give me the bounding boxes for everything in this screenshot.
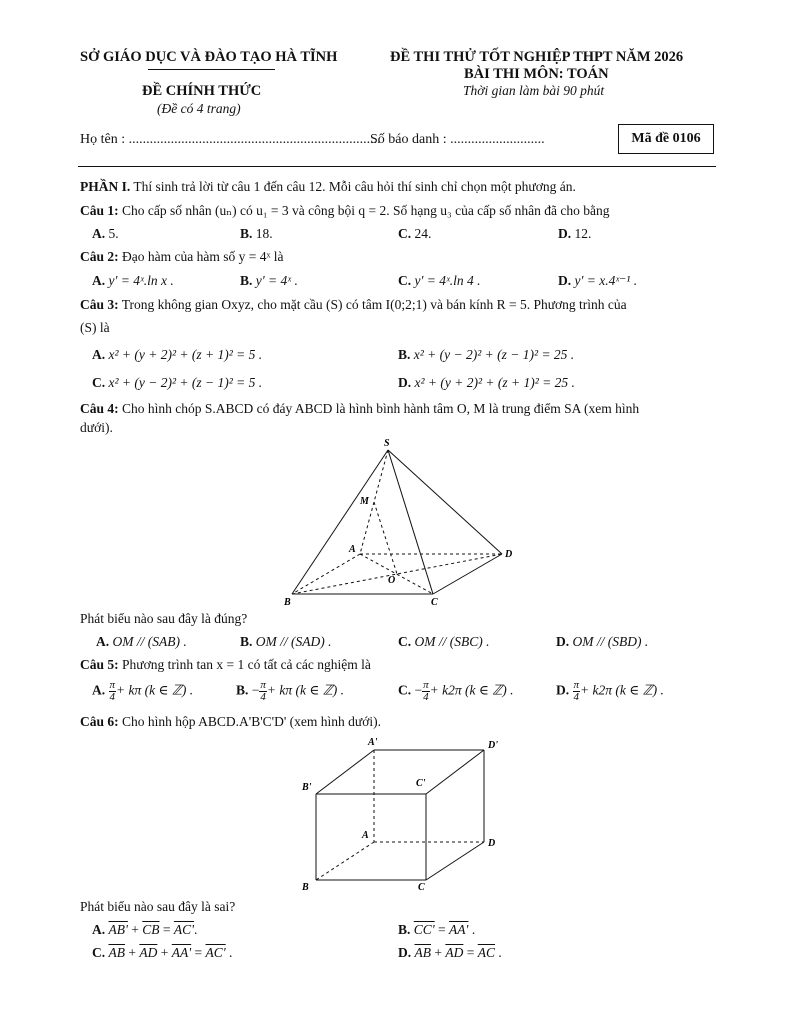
question-label: Câu 3: <box>80 297 119 312</box>
option-letter: B. <box>240 273 253 288</box>
option-text: + k2π (k ∈ ℤ) . <box>580 682 664 698</box>
edge-cd <box>433 554 502 594</box>
option-letter: D. <box>398 945 412 960</box>
edge-ab <box>316 842 374 880</box>
label-c1: C' <box>416 778 426 789</box>
q6-option-a[interactable]: A. $AB' + \overline{CB} = AC'$. <box>92 922 198 937</box>
official-label: ĐỀ CHÍNH THỨC <box>142 83 262 99</box>
q4-option-c[interactable] <box>398 634 490 650</box>
q1-option-d[interactable] <box>558 226 591 242</box>
exam-code-box <box>618 124 714 154</box>
option-text: + k2π (k ∈ ℤ) . <box>429 682 514 698</box>
exam-code: Mã đề 0106 <box>631 131 701 146</box>
option-letter: C. <box>398 273 412 288</box>
question-5 <box>80 657 371 673</box>
fraction-pi-over-4: $\frac{\pi}{4}$ <box>573 679 580 703</box>
fraction-pi-over-4: $\frac{\pi}{4}$ <box>109 679 116 703</box>
label-a: A <box>362 830 369 841</box>
option-letter: C. <box>398 226 412 241</box>
option-letter: D. <box>558 273 572 288</box>
question-label: Câu 4: <box>80 401 119 416</box>
option-letter: A. <box>92 682 106 698</box>
option-letter: A. <box>92 922 106 937</box>
q5-option-a[interactable] <box>92 680 193 703</box>
option-text: y' = 4ˣ.ln x . <box>108 273 174 288</box>
question-label: Câu 5: <box>80 657 119 672</box>
question-3-cont: (S) là <box>80 320 110 335</box>
q4-option-b[interactable] <box>240 634 332 650</box>
name-field: Họ tên : ........................................................................ <box>80 132 381 147</box>
option-text: OM // (SAD) . <box>255 634 332 649</box>
pyramid-figure <box>280 436 520 608</box>
parallelepiped-figure <box>296 734 506 894</box>
option-text: 24. <box>414 226 432 241</box>
question-text: Phương trình tan x = 1 có tất cả các nghiệm là <box>122 657 371 672</box>
option-text: x² + (y − 2)² + (z − 1)² = 25 . <box>413 347 575 362</box>
option-text: x² + (y + 2)² + (z + 1)² = 25 . <box>414 375 575 390</box>
candidate-number-field: Số báo danh : ........................... <box>370 132 545 147</box>
fraction-pi-over-4: $\frac{\pi}{4}$ <box>423 679 429 703</box>
option-sign: − <box>414 682 423 698</box>
page-count: (Đề có 4 trang) <box>157 101 241 116</box>
edge-sd <box>388 450 502 554</box>
question-6-ask: Phát biểu nào sau đây là sai? <box>80 899 236 914</box>
q3-option-d[interactable] <box>398 375 575 391</box>
option-letter: C. <box>398 682 412 698</box>
edge-ab <box>292 554 360 594</box>
vector: AC' <box>173 922 195 937</box>
q2-option-c[interactable] <box>398 273 481 289</box>
option-text: y' = x.4ˣ⁻¹ . <box>574 273 638 288</box>
q6-option-d[interactable]: D. $\overline{AB} + \overline{AD} = \overline{AC}$ . <box>398 945 502 960</box>
question-text: Cho hình hộp ABCD.A'B'C'D' (xem hình dưới). <box>122 714 381 729</box>
q6-option-b[interactable]: B. CC' = AA' . <box>398 922 476 937</box>
q4-option-d[interactable] <box>556 634 648 650</box>
option-letter: A. <box>92 226 106 241</box>
time-limit: Thời gian làm bài 90 phút <box>463 83 605 98</box>
option-letter: D. <box>558 226 572 241</box>
label-b: B <box>284 597 291 608</box>
question-text: Cho hình chóp S.ABCD có đáy ABCD là hình bình hành tâm O, M là trung điểm SA (xem hình <box>122 401 640 416</box>
edge-sc <box>388 450 433 594</box>
option-text: OM // (SBD) . <box>572 634 649 649</box>
edge-b1a1 <box>316 750 374 794</box>
fraction-pi-over-4: $\frac{\pi}{4}$ <box>260 679 266 703</box>
question-label: Câu 1: <box>80 203 119 218</box>
question-1 <box>80 203 610 219</box>
label-d: D <box>505 549 513 560</box>
q5-option-c[interactable] <box>398 680 514 703</box>
label-m: M <box>360 496 369 507</box>
label-d1: D' <box>488 740 498 751</box>
option-letter: B. <box>240 226 253 241</box>
q2-option-a[interactable] <box>92 273 174 289</box>
option-text: OM // (SBC) . <box>414 634 490 649</box>
option-text: 18. <box>255 226 273 241</box>
underline-divider <box>148 69 275 70</box>
part1-description: Thí sinh trả lời từ câu 1 đến câu 12. Mỗi câu hỏi thí sinh chỉ chọn một phương án. <box>130 179 576 194</box>
label-b1: B' <box>302 782 312 793</box>
option-text: x² + (y − 2)² + (z − 1)² = 5 . <box>108 375 263 390</box>
option-letter: B. <box>236 682 249 698</box>
option-letter: D. <box>556 634 570 649</box>
option-sign: − <box>251 682 260 698</box>
question-6 <box>80 714 381 730</box>
label-c: C <box>418 882 425 893</box>
edge-c1d1 <box>426 750 484 794</box>
edge-cd <box>426 842 484 880</box>
vector: AA' <box>449 922 469 937</box>
option-letter: C. <box>92 375 106 390</box>
question-text: Trong không gian Oxyz, cho mặt cầu (S) có tâm I(0;2;1) và bán kính R = 5. Phương trình của <box>121 297 627 312</box>
q1-option-c[interactable] <box>398 226 431 242</box>
q5-option-b[interactable] <box>236 680 344 703</box>
question-text: Đạo hàm của hàm số y = 4ˣ là <box>122 249 284 264</box>
option-letter: D. <box>398 375 412 390</box>
label-o: O <box>388 575 396 586</box>
vector: AC' <box>205 945 226 960</box>
part1-heading <box>80 179 576 195</box>
option-letter: C. <box>398 634 412 649</box>
vector: $\overline{AB}$ <box>414 945 431 960</box>
option-text: 12. <box>574 226 592 241</box>
q2-option-d[interactable] <box>558 273 637 289</box>
edge-sb <box>292 450 388 594</box>
vector: CC' <box>413 922 435 937</box>
q3-option-b[interactable] <box>398 347 574 363</box>
option-letter: A. <box>92 347 106 362</box>
option-text: y' = 4ˣ . <box>255 273 298 288</box>
option-text: OM // (SAB) . <box>112 634 187 649</box>
q6-option-c[interactable]: C. $\overline{AB} + \overline{AD} + AA' = AC'$ . <box>92 945 233 960</box>
label-c: C <box>431 597 438 608</box>
q2-option-b[interactable] <box>240 273 298 289</box>
vector: $\overline{AB}$ <box>108 945 125 960</box>
department-name: SỞ GIÁO DỤC VÀ ĐÀO TẠO HÀ TĨNH <box>80 49 338 65</box>
vector: $\overline{CB}$ <box>142 922 160 937</box>
vector: AA' <box>171 945 192 960</box>
vector: $\overline{AD}$ <box>139 945 158 960</box>
option-letter: A. <box>96 634 110 649</box>
part1-title: PHẦN I. <box>80 179 131 194</box>
question-3 <box>80 297 627 313</box>
option-text: 5. <box>108 226 119 241</box>
option-text: y' = 4ˣ.ln 4 . <box>414 273 481 288</box>
option-letter: B. <box>240 634 253 649</box>
question-label: Câu 2: <box>80 249 119 264</box>
label-s: S <box>384 438 390 449</box>
option-letter: D. <box>556 682 570 698</box>
question-4-cont: dưới). <box>80 420 113 435</box>
option-letter: B. <box>398 347 411 362</box>
q3-option-c[interactable] <box>92 375 262 391</box>
option-letter: C. <box>92 945 106 960</box>
q1-option-b[interactable] <box>240 226 273 242</box>
option-text: + kπ (k ∈ ℤ) . <box>266 682 345 698</box>
question-2 <box>80 249 284 265</box>
label-d: D <box>488 838 496 849</box>
option-text: x² + (y + 2)² + (z + 1)² = 5 . <box>108 347 263 362</box>
label-b: B <box>302 882 309 893</box>
question-4 <box>80 401 639 417</box>
subject-title: BÀI THI MÔN: TOÁN <box>464 66 609 82</box>
vector: $\overline{AD}$ <box>445 945 464 960</box>
label-a: A <box>349 544 356 555</box>
q1-option-a[interactable] <box>92 226 119 242</box>
exam-title: ĐỀ THI THỬ TỐT NGHIỆP THPT NĂM 2026 <box>390 49 684 65</box>
q3-option-a[interactable] <box>92 347 262 363</box>
q5-option-d[interactable] <box>556 680 664 703</box>
option-text: + kπ (k ∈ ℤ) . <box>116 682 194 698</box>
question-text: Cho cấp số nhân (uₙ) có u₁ = 3 và công bội q = 2. Số hạng u₃ của cấp số nhân đã cho bằng <box>122 203 610 218</box>
option-letter: B. <box>398 922 411 937</box>
q4-option-a[interactable] <box>96 634 187 650</box>
question-label: Câu 6: <box>80 714 119 729</box>
question-4-ask: Phát biểu nào sau đây là đúng? <box>80 611 248 626</box>
vector: $\overline{AC}$ <box>477 945 496 960</box>
option-letter: A. <box>92 273 106 288</box>
header-divider <box>78 166 716 167</box>
label-a1: A' <box>368 737 378 748</box>
vector: AB' <box>108 922 128 937</box>
